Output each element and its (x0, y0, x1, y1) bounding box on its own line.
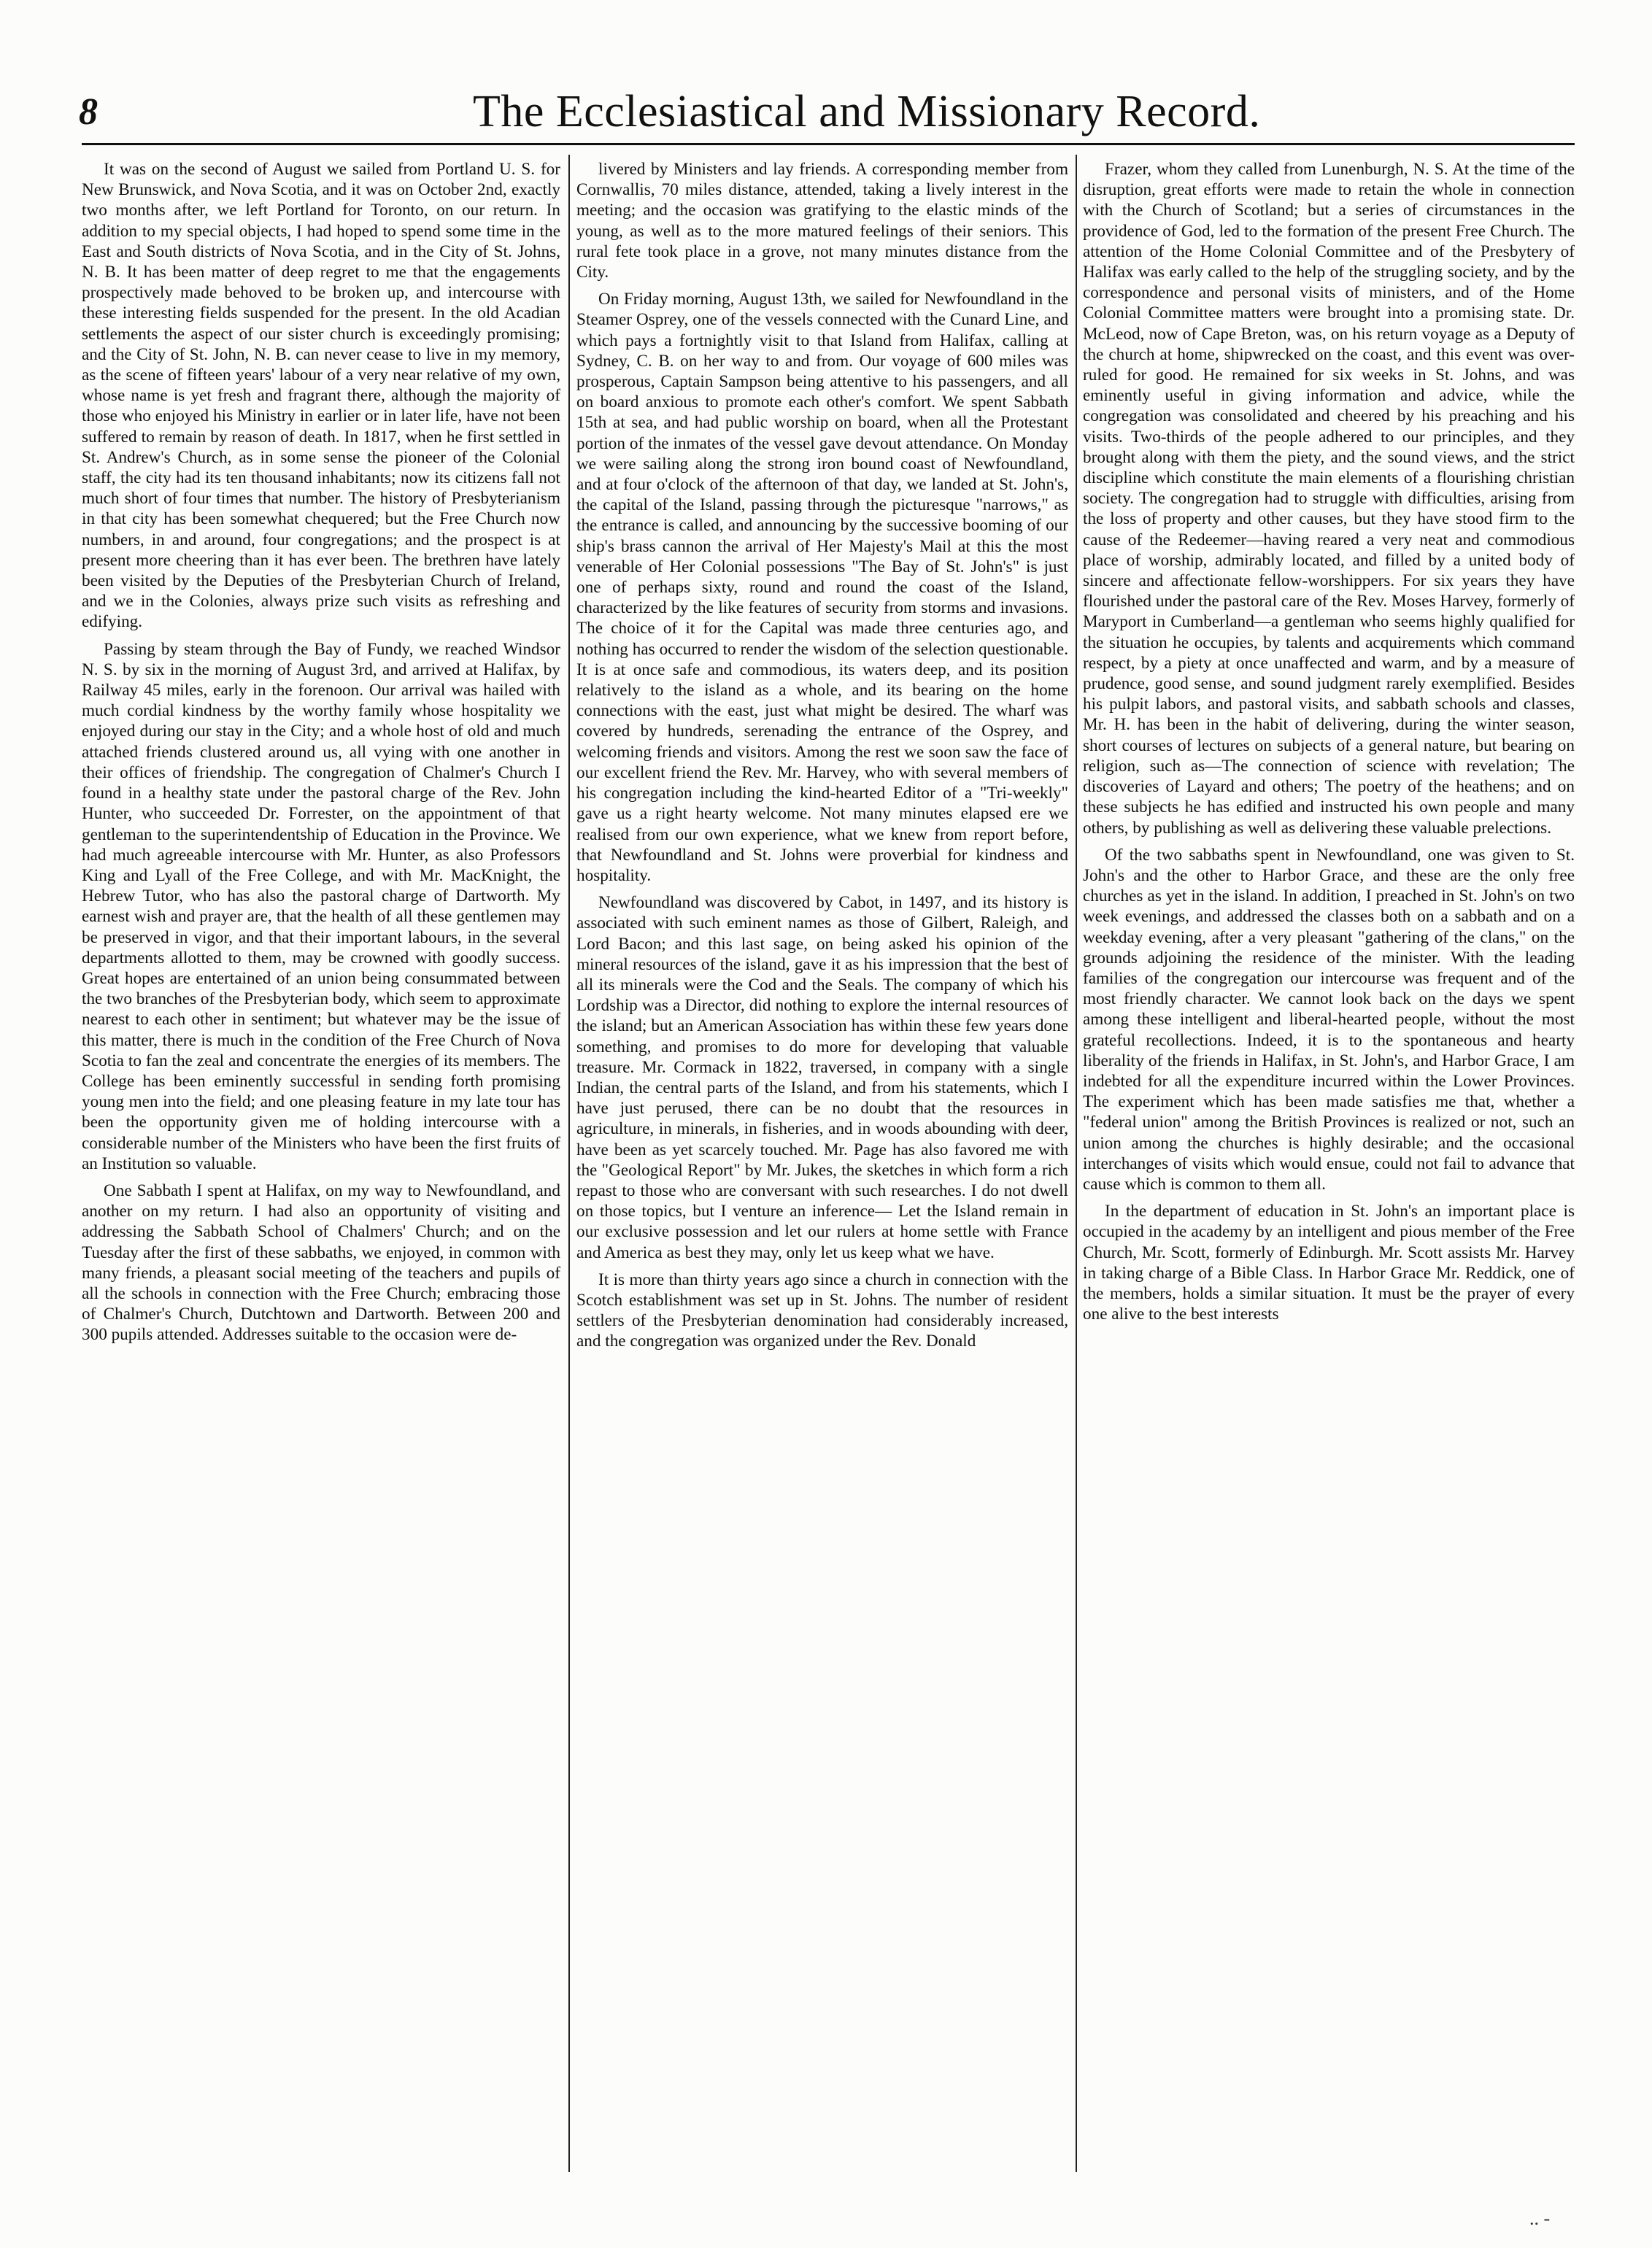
page-number: 8 (79, 91, 98, 133)
column-rule (568, 155, 570, 2172)
page-header (79, 86, 1575, 144)
paragraph: On Friday morning, August 13th, we sailed for Newfoundland in the Steamer Osprey, one of the vessels connected with the Cunard Line, and which pays a fortnightly visit to that Island from Halifax, calling at Sydney, C. B. on her way to and from. Our voyage of 600 miles was prosperous, Captain Sampson being attentive to his passengers, and all on board anxious to promote each other's comfort. We spent Sabbath 15th at sea, and had public worship on board, when all the Protestant portion of the inmates of the vessel gave devout attendance. On Monday we were sailing along the strong iron bound coast of Newfoundland, and at four o'clock of the afternoon of that day, we landed at St. John's, the capital of the Island, passing through the picturesque "narrows," as the entrance is called, and announcing by the successive booming of our ship's brass cannon the arrival of Her Majesty's Mail at this the most venerable of Her Colonial possessions "The Bay of St. John's" is just one of perhaps sixty, round and round the coast of the Island, characterized by the like features of security from storms and invasions. The choice of it for the Capital was made three centuries ago, and nothing has occurred to render the wisdom of the selection questionable. It is at once safe and commodious, its waters deep, and its position relatively to the island as a whole, and its bearing on the home connections with the east, just what might be desired. The wharf was covered by hundreds, serenading the entrance of the Osprey, and welcoming friends and visitors. Among the rest we soon saw the face of our excellent friend the Rev. Mr. Harvey, who with several members of his congregation including the kind-hearted Editor of a "Tri-weekly" gave us a right hearty welcome. Not many minutes elapsed ere we realised from our own experience, what we knew from report before, that Newfoundland and St. Johns were proverbial for kindness and hospitality. (576, 290, 1068, 885)
paragraph: One Sabbath I spent at Halifax, on my way to Newfoundland, and another on my return. I had also an opportunity of visiting and addressing the Sabbath School of Chalmers' Church; and on the Tuesday after the first of these sabbaths, we enjoyed, in common with many friends, a pleasant social meeting of the teachers and pupils of all the schools in connection with the Free Church; embracing those of Chalmer's Church, Dutchtown and Dartworth. Between 200 and 300 pupils attended. Addresses suitable to the occasion were de- (82, 1181, 560, 1345)
column-rule (1076, 155, 1077, 2172)
text-column-2 (576, 159, 1068, 2169)
paragraph: Frazer, whom they called from Lunenburgh, N. S. At the time of the disruption, great efforts were made to retain the whole in connection with the Church of Scotland; but a series of circumstances in the providence of God, led to the formation of the present Free Church. The attention of the Home Colonial Committee and of the Presbytery of Halifax was early called to the help of the struggling society, and by the correspondence and personal visits of ministers, and of the Home Colonial Committee matters were brought into a promising state. Dr. McLeod, now of Cape Breton, was, on his return voyage as a Deputy of the church at home, shipwrecked on the coast, and this event was over-ruled for good. He remained for six weeks in St. Johns, and was eminently useful in giving information and advice, while the congregation was consolidated and cheered by his preaching and his visits. Two-thirds of the people adhered to our principles, and they brought along with them the piety, and the sound views, and the strict discipline which constitute the main elements of a flourishing christian society. The congregation had to struggle with difficulties, arising from the loss of property and other causes, but they have stood firm to the cause of the Redeemer—having reared a very neat and commodious place of worship, admirably located, and filled by a united body of sincere and affectionate fellow-worshippers. For six years they have flourished under the pastoral care of the Rev. Moses Harvey, formerly of Maryport in Cumberland—a gentleman who seems highly qualified for the situation he occupies, by talents and acquirements which command respect, by a piety at once unaffected and warm, and by a measure of prudence, good sense, and sound judgment rarely exemplified. Besides his pulpit labors, and pastoral visits, and sabbath schools and classes, Mr. H. has been in the habit of delivering, during the winter season, short courses of lectures on subjects of a general nature, but bearing on religion, such as—The connection of science with revelation; The discoveries of Layard and others; The poetry of the heathens; and on these subjects he has edified and instructed his own people and many others, by publishing as well as delivering these valuable prelections. (1083, 160, 1575, 838)
paragraph: It was on the second of August we sailed from Portland U. S. for New Brunswick, and Nova Scotia, and it was on October 2nd, exactly two months after, we left Portland for Toronto, on our return. In addition to my special objects, I had hoped to spend some time in the East and South districts of Nova Scotia, and in the City of St. Johns, N. B. It has been matter of deep regret to me that the engagements prospectively made behoved to be broken up, and intercourse with these interesting fields suspended for the present. In the old Acadian settlements the aspect of our sister church is exceedingly promising; and the City of St. John, N. B. can never cease to live in my memory, as the scene of fifteen years' labour of a very near relative of my own, whose name is yet fresh and fragrant there, although the majority of those who enjoyed his Ministry in earlier or in later life, have not been suffered to remain by reason of death. In 1817, when he first settled in St. Andrew's Church, as in some sense the pioneer of the Colonial staff, the city had its ten thousand inhabitants; now its citizens fall not much short of four times that number. The history of Presbyterianism in that city has been somewhat chequered; but the Free Church now numbers, in and around, four congregations; and the prospect is at present more cheering than it has ever been. The brethren have lately been visited by the Deputies of the Presbyterian Church of Ireland, and we in the Colonies, always prize such visits as refreshing and edifying. (82, 160, 560, 632)
paragraph: Passing by steam through the Bay of Fundy, we reached Windsor N. S. by six in the morning of August 3rd, and arrived at Halifax, by Railway 45 miles, early in the forenoon. Our arrival was hailed with much cordial kindness by the worthy family whose hospitality we enjoyed during our stay in the City; and a whole host of old and much attached friends clustered around us, all vying with one another in their offices of friendship. The congregation of Chalmer's Church I found in a healthy state under the pastoral charge of the Rev. John Hunter, who succeeded Dr. Forrester, on the appointment of that gentleman to the superintendentship of Education in the Province. We had much agreeable intercourse with Mr. Hunter, as also Professors King and Lyall of the Free College, and with Mr. MacKnight, the Hebrew Tutor, who has also the pastoral charge of Dartworth. My earnest wish and prayer are, that the health of all these gentlemen may be preserved in vigor, and that their important labours, in the several departments allotted to them, may be crowned with goodly success. Great hopes are entertained of an union being consummated between the two branches of the Presbyterian body, which seem to approximate nearest to each other in sentiment; but whatever may be the issue of this matter, there is much in the condition of the Free Church of Nova Scotia to fan the zeal and concentrate the energies of its members. The College has been eminently successful in sending forth promising young men into the field; and one pleasing feature in my late tour has been the opportunity given me of holding intercourse with a considerable number of the Ministers who have been the first fruits of an Institution so valuable. (82, 639, 560, 1173)
paragraph: In the department of education in St. John's an important place is occupied in the academy by an intelligent and pious member of the Free Church, Mr. Scott, formerly of Edinburgh. Mr. Scott assists Mr. Harvey in taking charge of a Bible Class. In Harbor Grace Mr. Reddick, one of the members, holds a similar situation. It must be the prayer of every one alive to the best interests (1083, 1202, 1575, 1324)
paragraph: livered by Ministers and lay friends. A corresponding member from Cornwallis, 70 miles distance, attended, taking a lively interest in the meeting; and the occasion was gratifying to the elastic minds of the young, as well as to the more matured feelings of their seniors. This rural fete took place in a grove, not many minutes distance from the City. (576, 160, 1068, 282)
paragraph: Of the two sabbaths spent in Newfoundland, one was given to St. John's and the other to Harbor Grace, and these are the only free churches as yet in the island. In addition, I preached in St. John's on two week evenings, and addressed the classes both on a sabbath and on a weekday evening, after a very pleasant "gathering of the clans," on the grounds adjoining the residence of the minister. With the leading families of the congregation our intercourse was frequent and of the most friendly character. We cannot look back on the days we spent among these intelligent and liberal-hearted people, without the most grateful recollections. Indeed, it is to the spontaneous and hearty liberality of the friends in Halifax, in St. John's, and Harbor Grace, I am indebted for all the expenditure incurred within the Lower Provinces. The experiment which has been made satisfies me that, whether a "federal union" among the British Provinces is realized or not, such an union among the churches is highly desirable; and the occasional interchanges of visits which would ensue, could not fail to advance that cause which is common to them all. (1083, 845, 1575, 1194)
paragraph: Newfoundland was discovered by Cabot, in 1497, and its history is associated with such eminent names as those of Gilbert, Raleigh, and Lord Bacon; and this last sage, on being asked his opinion of the mineral resources of the island, gave it as his impression that the best of all its minerals were the Cod and the Seals. The company of which his Lordship was a Director, did nothing to explore the internal resources of the island; but an American Association has within these few years done something, and promises to do more for developing that valuable treasure. Mr. Cormack in 1822, traversed, in company with a single Indian, the central parts of the Island, and from his statements, which I have just perused, there can be no doubt that the resources in agriculture, in minerals, in fisheries, and in woods abounding with deer, have been as yet scarcely touched. Mr. Page has also favored me with the "Geological Report" by Mr. Jukes, the sketches in which form a rich repast to those who are conversant with such researches. I do not dwell on those topics, but I venture an inference— Let the Island remain in our exclusive possession and let our rulers at home settle with France and America as best they may, only let us keep what we have. (576, 893, 1068, 1262)
running-title: The Ecclesiastical and Missionary Record. (473, 87, 1261, 136)
paragraph: It is more than thirty years ago since a church in connection with the Scotch establishment was set up in St. Johns. The number of resident settlers of the Presbyterian denomination had considerably increased, and the congregation was organized under the Rev. Donald (576, 1270, 1068, 1351)
text-column-3 (1083, 159, 1575, 2169)
text-column-1 (82, 159, 560, 2169)
header-rule (82, 143, 1575, 145)
printer-mark: .. - (1529, 2208, 1551, 2229)
